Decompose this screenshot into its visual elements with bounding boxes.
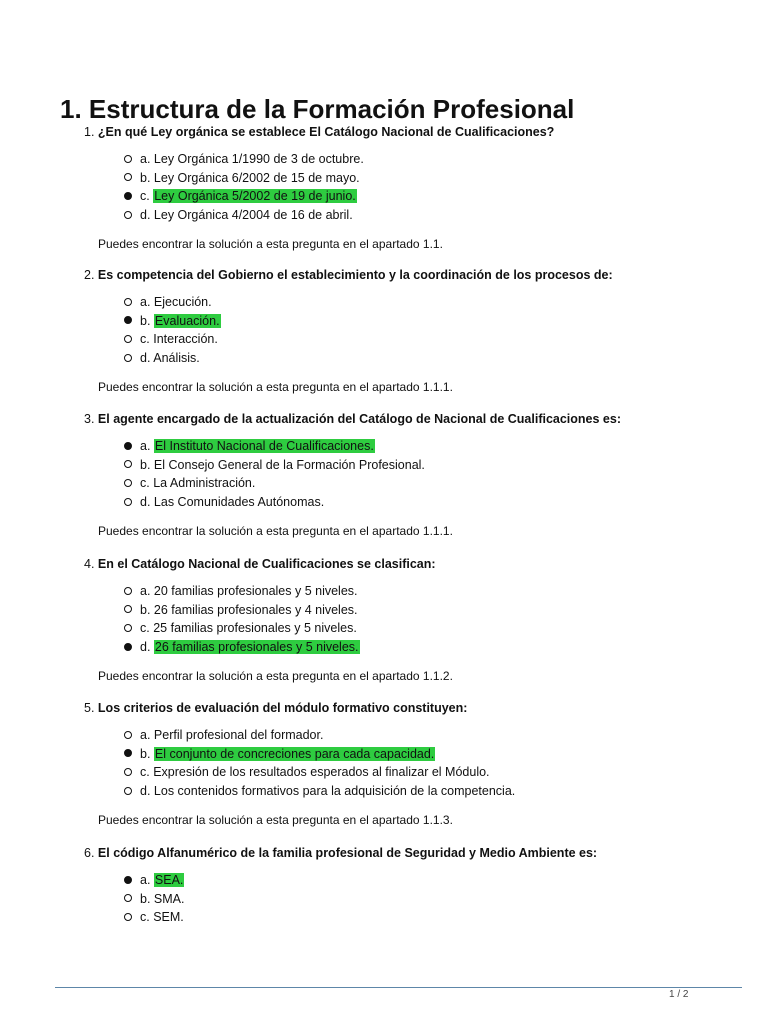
option-letter: b. — [140, 457, 151, 472]
radio-empty-icon[interactable] — [124, 587, 132, 595]
radio-empty-icon[interactable] — [124, 155, 132, 163]
question-body: Es competencia del Gobierno el establecimiento y la coordinación de los procesos de: — [97, 268, 613, 282]
question-body: En el Catálogo Nacional de Cualificaciones se clasifican: — [97, 557, 436, 571]
radio-empty-icon[interactable] — [124, 605, 132, 613]
option-letter: b. — [140, 170, 151, 185]
option-text: La Administración. — [153, 476, 256, 491]
answer-option[interactable] — [124, 330, 221, 349]
option-letter: c. — [140, 910, 150, 925]
option-text: SEM. — [153, 910, 184, 925]
radio-empty-icon[interactable] — [124, 731, 132, 739]
radio-selected-icon[interactable] — [124, 749, 132, 757]
answer-option[interactable] — [124, 456, 425, 475]
radio-selected-icon[interactable] — [124, 643, 132, 651]
radio-empty-icon[interactable] — [124, 913, 132, 921]
option-letter: a. — [140, 584, 151, 598]
footer-divider — [55, 987, 742, 988]
question-number: 5. — [84, 701, 95, 715]
answer-option[interactable] — [124, 349, 221, 368]
option-letter: c. — [140, 332, 150, 347]
answer-option[interactable] — [124, 638, 360, 657]
question-number: 4. — [84, 557, 95, 571]
option-text: 26 familias profesionales y 5 niveles. — [154, 640, 359, 655]
option-text: 20 familias profesionales y 5 niveles. — [153, 584, 358, 598]
question-number: 2. — [84, 268, 95, 282]
question-body: El agente encargado de la actualización del Catálogo de Nacional de Cualificaciones es: — [97, 412, 621, 426]
option-letter: a. — [140, 152, 151, 166]
radio-empty-icon[interactable] — [124, 498, 132, 506]
solution-hint: Puedes encontrar la solución a esta pregunta en el apartado 1.1.1. — [98, 524, 453, 538]
answer-options — [124, 293, 221, 368]
question-text — [84, 700, 467, 716]
option-text: El conjunto de concreciones para cada capacidad. — [154, 746, 435, 761]
radio-selected-icon[interactable] — [124, 192, 132, 200]
answer-options — [124, 726, 515, 801]
radio-selected-icon[interactable] — [124, 876, 132, 884]
option-letter: d. — [140, 495, 151, 510]
option-letter: d. — [140, 208, 151, 223]
option-letter: d. — [140, 640, 151, 655]
question-number: 1. — [84, 125, 95, 139]
radio-empty-icon[interactable] — [124, 624, 132, 632]
radio-empty-icon[interactable] — [124, 354, 132, 362]
radio-selected-icon[interactable] — [124, 316, 132, 324]
question-body: El código Alfanumérico de la familia profesional de Seguridad y Medio Ambiente es: — [97, 846, 598, 860]
option-letter: d. — [140, 351, 151, 366]
option-letter: b. — [140, 602, 151, 617]
answer-options — [124, 437, 425, 512]
answer-option[interactable] — [124, 437, 425, 456]
answer-options — [124, 150, 364, 225]
option-text: Evaluación. — [154, 313, 220, 328]
option-text: Ejecución. — [153, 295, 212, 309]
answer-option[interactable] — [124, 908, 184, 927]
answer-options — [124, 582, 360, 657]
option-letter: c. — [140, 476, 150, 491]
option-text: SEA. — [154, 873, 184, 887]
answer-option[interactable] — [124, 150, 364, 169]
answer-option[interactable] — [124, 782, 515, 801]
option-letter: d. — [140, 784, 151, 799]
radio-empty-icon[interactable] — [124, 894, 132, 902]
answer-option[interactable] — [124, 763, 515, 782]
option-text: Ley Orgánica 6/2002 de 15 de mayo. — [153, 170, 360, 185]
radio-empty-icon[interactable] — [124, 173, 132, 181]
answer-option[interactable] — [124, 726, 515, 745]
option-text: Los contenidos formativos para la adquisición de la competencia. — [153, 784, 516, 799]
option-text: Expresión de los resultados esperados al finalizar el Módulo. — [153, 765, 490, 780]
answer-option[interactable] — [124, 890, 184, 909]
question-text — [84, 845, 597, 861]
solution-hint: Puedes encontrar la solución a esta pregunta en el apartado 1.1.2. — [98, 669, 453, 683]
option-letter: b. — [140, 313, 151, 328]
answer-option[interactable] — [124, 745, 515, 764]
option-letter: a. — [140, 439, 151, 453]
answer-option[interactable] — [124, 474, 425, 493]
answer-options — [124, 871, 184, 927]
radio-empty-icon[interactable] — [124, 787, 132, 795]
option-text: Análisis. — [153, 351, 200, 366]
option-letter: c. — [140, 621, 150, 636]
answer-option[interactable] — [124, 169, 364, 188]
solution-hint: Puedes encontrar la solución a esta pregunta en el apartado 1.1.1. — [98, 380, 453, 394]
question-body: ¿En qué Ley orgánica se establece El Catálogo Nacional de Cualificaciones? — [97, 125, 555, 139]
question-text — [84, 267, 613, 283]
answer-option[interactable] — [124, 187, 364, 206]
question-number: 6. — [84, 846, 95, 860]
option-letter: c. — [140, 765, 150, 780]
answer-option[interactable] — [124, 312, 221, 331]
option-text: Ley Orgánica 1/1990 de 3 de octubre. — [153, 152, 364, 166]
option-text: 26 familias profesionales y 4 niveles. — [153, 602, 358, 617]
answer-option[interactable] — [124, 601, 360, 620]
option-text: SMA. — [153, 891, 185, 906]
solution-hint: Puedes encontrar la solución a esta pregunta en el apartado 1.1. — [98, 237, 443, 251]
option-letter: b. — [140, 746, 151, 761]
option-letter: b. — [140, 891, 151, 906]
answer-option[interactable] — [124, 493, 425, 512]
solution-hint: Puedes encontrar la solución a esta pregunta en el apartado 1.1.3. — [98, 813, 453, 827]
option-text: Las Comunidades Autónomas. — [153, 495, 325, 510]
radio-empty-icon[interactable] — [124, 768, 132, 776]
radio-empty-icon[interactable] — [124, 211, 132, 219]
question-text — [84, 124, 554, 140]
answer-option[interactable] — [124, 871, 184, 890]
option-text: El Instituto Nacional de Cualificaciones. — [154, 439, 374, 453]
option-text: Interacción. — [153, 332, 218, 347]
option-text: 25 familias profesionales y 5 niveles. — [153, 621, 357, 636]
radio-empty-icon[interactable] — [124, 335, 132, 343]
option-text: Ley Orgánica 5/2002 de 19 de junio. — [154, 189, 356, 204]
question-number: 3. — [84, 412, 95, 426]
radio-empty-icon[interactable] — [124, 460, 132, 468]
option-letter: a. — [140, 295, 151, 309]
answer-option[interactable] — [124, 293, 221, 312]
radio-empty-icon[interactable] — [124, 298, 132, 306]
question-text — [84, 411, 621, 427]
radio-selected-icon[interactable] — [124, 442, 132, 450]
option-text: Perfil profesional del formador. — [153, 728, 324, 742]
page-title: 1. Estructura de la Formación Profesional — [60, 94, 575, 124]
option-text: Ley Orgánica 4/2004 de 16 de abril. — [153, 208, 353, 223]
option-letter: a. — [140, 728, 151, 742]
question-body: Los criterios de evaluación del módulo formativo constituyen: — [97, 701, 468, 715]
option-letter: a. — [140, 873, 151, 887]
option-letter: c. — [140, 189, 150, 204]
page-number: 1 / 2 — [669, 989, 689, 1000]
radio-empty-icon[interactable] — [124, 479, 132, 487]
option-text: El Consejo General de la Formación Profesional. — [153, 457, 425, 472]
question-text — [84, 556, 436, 572]
answer-option[interactable] — [124, 582, 360, 601]
answer-option[interactable] — [124, 206, 364, 225]
answer-option[interactable] — [124, 619, 360, 638]
